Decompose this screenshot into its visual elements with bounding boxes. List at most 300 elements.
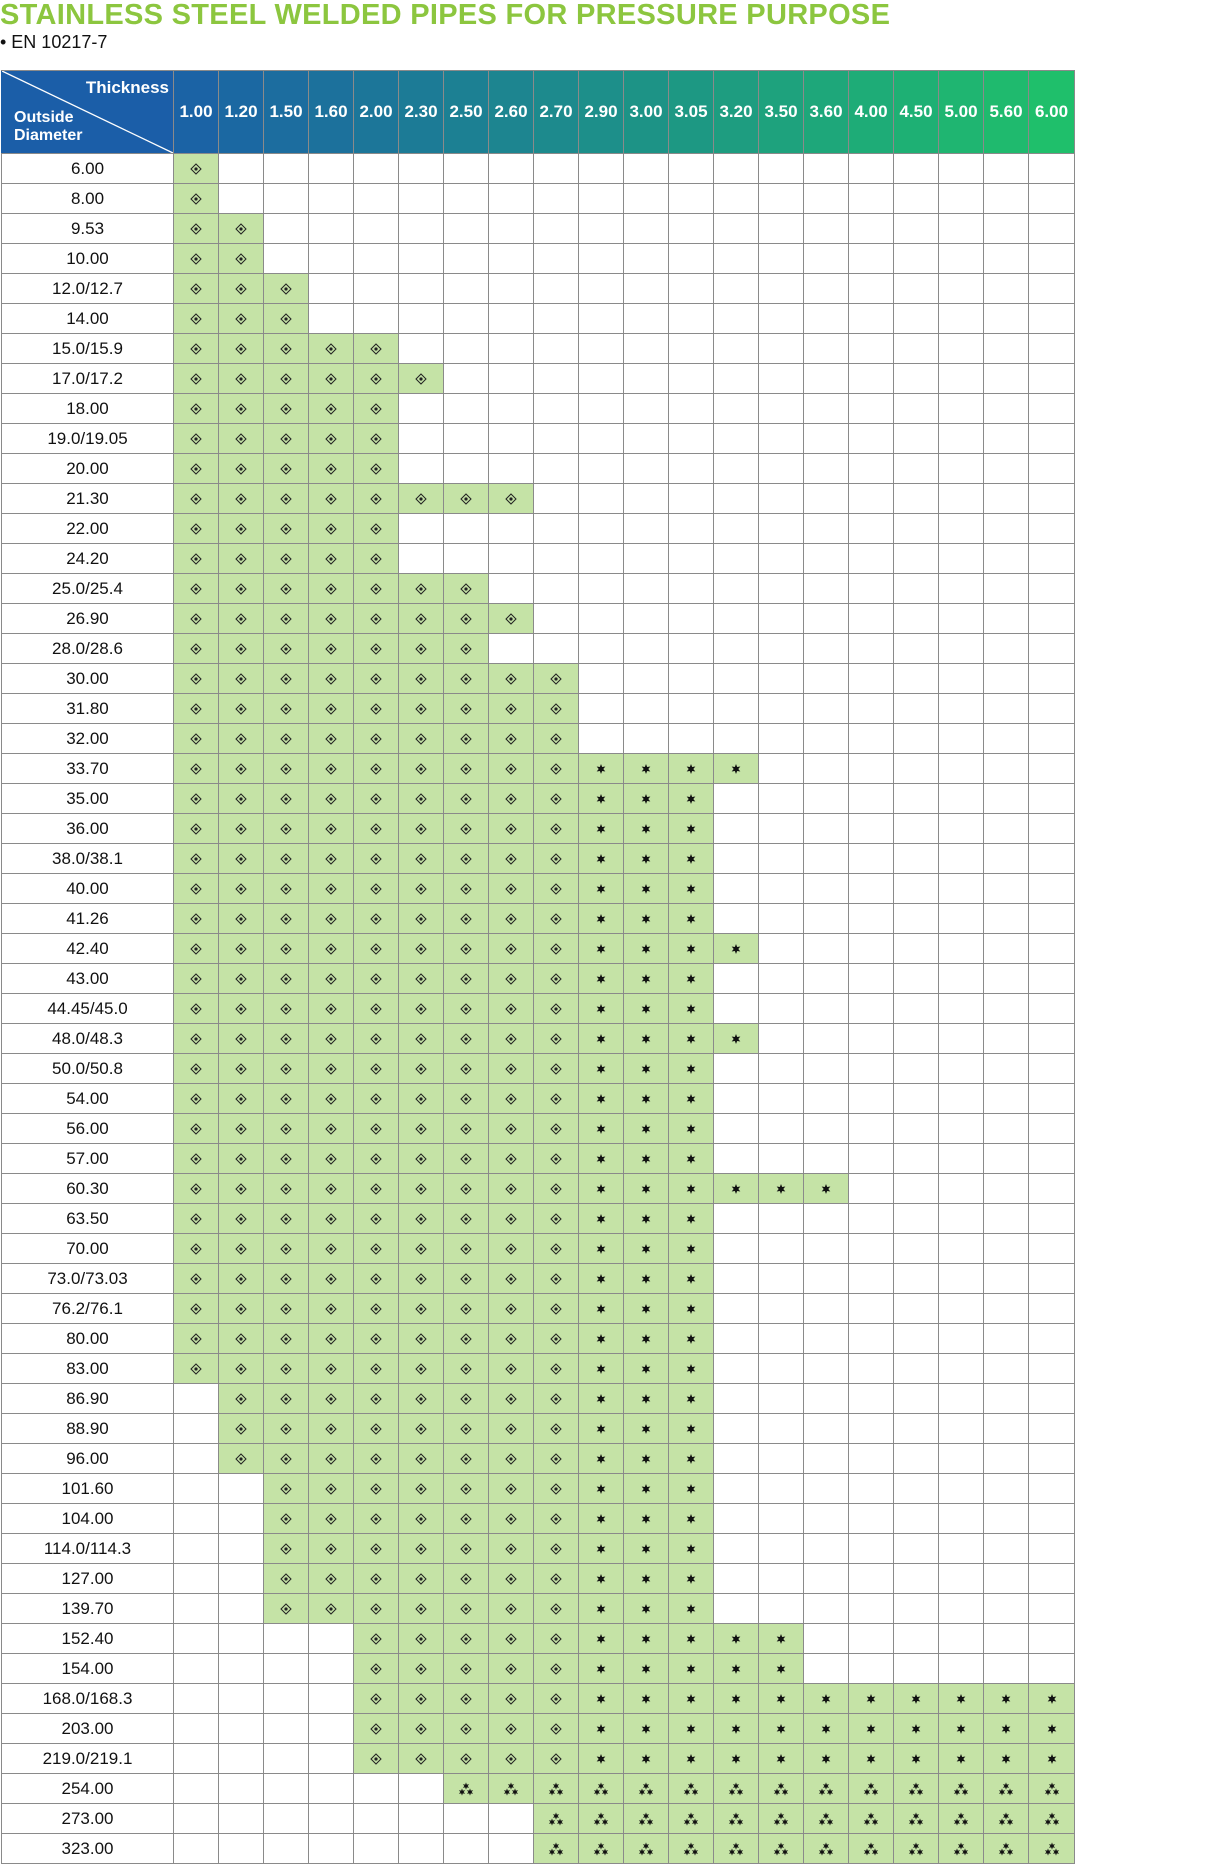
- triple-star-icon: [818, 1782, 834, 1796]
- empty-size-cell: [1029, 1264, 1075, 1294]
- diamond-dot-icon: [280, 793, 292, 805]
- available-size-cell: [849, 1744, 894, 1774]
- thickness-col-4.50: 4.50: [894, 71, 939, 154]
- available-size-cell: [264, 754, 309, 784]
- empty-size-cell: [849, 1234, 894, 1264]
- outside-diameter-cell: 101.60: [2, 1474, 174, 1504]
- empty-size-cell: [1029, 724, 1075, 754]
- diamond-dot-icon: [460, 1243, 472, 1255]
- diamond-dot-icon: [550, 1633, 562, 1645]
- available-size-cell: [849, 1684, 894, 1714]
- diamond-dot-icon: [325, 913, 337, 925]
- empty-size-cell: [1029, 1084, 1075, 1114]
- available-size-cell: [534, 1474, 579, 1504]
- available-size-cell: [534, 664, 579, 694]
- diamond-dot-icon: [550, 1603, 562, 1615]
- available-size-cell: [849, 1714, 894, 1744]
- table-row: [2, 1234, 1075, 1264]
- available-size-cell: [579, 904, 624, 934]
- empty-size-cell: [849, 1594, 894, 1624]
- empty-size-cell: [579, 514, 624, 544]
- available-size-cell: [399, 1504, 444, 1534]
- empty-size-cell: [399, 424, 444, 454]
- empty-size-cell: [984, 184, 1029, 214]
- available-size-cell: [669, 1174, 714, 1204]
- empty-size-cell: [849, 454, 894, 484]
- diamond-dot-icon: [325, 523, 337, 535]
- available-size-cell: [219, 454, 264, 484]
- diamond-dot-icon: [235, 1423, 247, 1435]
- available-size-cell: [219, 784, 264, 814]
- diamond-dot-icon: [190, 643, 202, 655]
- available-size-cell: [489, 754, 534, 784]
- diamond-dot-icon: [370, 1573, 382, 1585]
- diamond-dot-icon: [370, 1093, 382, 1105]
- thickness-col-2.30: 2.30: [399, 71, 444, 154]
- diamond-dot-icon: [505, 1243, 517, 1255]
- empty-size-cell: [714, 1474, 759, 1504]
- empty-size-cell: [759, 214, 804, 244]
- diamond-dot-icon: [235, 1153, 247, 1165]
- empty-size-cell: [714, 994, 759, 1024]
- diamond-dot-icon: [190, 1273, 202, 1285]
- empty-size-cell: [804, 634, 849, 664]
- diamond-dot-icon: [325, 643, 337, 655]
- available-size-cell: [984, 1834, 1029, 1864]
- empty-size-cell: [489, 214, 534, 244]
- diamond-dot-icon: [190, 463, 202, 475]
- star-icon: [685, 1123, 697, 1135]
- available-size-cell: [264, 1324, 309, 1354]
- empty-size-cell: [939, 484, 984, 514]
- available-size-cell: [579, 1234, 624, 1264]
- diamond-dot-icon: [325, 1243, 337, 1255]
- diamond-dot-icon: [370, 1123, 382, 1135]
- empty-size-cell: [939, 844, 984, 874]
- diamond-dot-icon: [370, 1153, 382, 1165]
- empty-size-cell: [624, 694, 669, 724]
- table-row: [2, 964, 1075, 994]
- diamond-dot-icon: [415, 1663, 427, 1675]
- star-icon: [730, 1663, 742, 1675]
- empty-size-cell: [1029, 1324, 1075, 1354]
- empty-size-cell: [624, 334, 669, 364]
- diamond-dot-icon: [370, 1333, 382, 1345]
- empty-size-cell: [759, 1204, 804, 1234]
- table-row: [2, 1144, 1075, 1174]
- thickness-col-6.00: 6.00: [1029, 71, 1075, 154]
- star-icon: [865, 1693, 877, 1705]
- available-size-cell: [579, 1384, 624, 1414]
- empty-size-cell: [489, 244, 534, 274]
- star-icon: [595, 913, 607, 925]
- available-size-cell: [354, 1474, 399, 1504]
- available-size-cell: [669, 1324, 714, 1354]
- diamond-dot-icon: [460, 613, 472, 625]
- available-size-cell: [894, 1804, 939, 1834]
- empty-size-cell: [939, 1144, 984, 1174]
- available-size-cell: [579, 1714, 624, 1744]
- empty-size-cell: [1029, 934, 1075, 964]
- empty-size-cell: [849, 1354, 894, 1384]
- empty-size-cell: [849, 1564, 894, 1594]
- star-icon: [640, 1243, 652, 1255]
- available-size-cell: [174, 1174, 219, 1204]
- available-size-cell: [264, 934, 309, 964]
- triple-star-icon: [953, 1782, 969, 1796]
- triple-star-icon: [593, 1782, 609, 1796]
- available-size-cell: [354, 844, 399, 874]
- available-size-cell: [714, 1774, 759, 1804]
- diamond-dot-icon: [190, 1303, 202, 1315]
- diamond-dot-icon: [460, 823, 472, 835]
- star-icon: [1046, 1723, 1058, 1735]
- star-icon: [685, 823, 697, 835]
- available-size-cell: [219, 364, 264, 394]
- diamond-dot-icon: [325, 583, 337, 595]
- available-size-cell: [399, 1324, 444, 1354]
- outside-diameter-cell: 42.40: [2, 934, 174, 964]
- outside-diameter-cell: 50.0/50.8: [2, 1054, 174, 1084]
- diamond-dot-icon: [415, 1213, 427, 1225]
- available-size-cell: [264, 574, 309, 604]
- diamond-dot-icon: [460, 793, 472, 805]
- empty-size-cell: [894, 244, 939, 274]
- empty-size-cell: [939, 154, 984, 184]
- empty-size-cell: [354, 274, 399, 304]
- empty-size-cell: [624, 574, 669, 604]
- empty-size-cell: [759, 1024, 804, 1054]
- diamond-dot-icon: [325, 1453, 337, 1465]
- star-icon: [685, 1543, 697, 1555]
- empty-size-cell: [534, 514, 579, 544]
- empty-size-cell: [849, 1024, 894, 1054]
- available-size-cell: [174, 304, 219, 334]
- empty-size-cell: [579, 184, 624, 214]
- diamond-dot-icon: [280, 1483, 292, 1495]
- available-size-cell: [309, 1594, 354, 1624]
- available-size-cell: [399, 1594, 444, 1624]
- empty-size-cell: [534, 364, 579, 394]
- table-row: [2, 154, 1075, 184]
- available-size-cell: [444, 1144, 489, 1174]
- star-icon: [1000, 1693, 1012, 1705]
- outside-diameter-cell: 80.00: [2, 1324, 174, 1354]
- diamond-dot-icon: [370, 1243, 382, 1255]
- diamond-dot-icon: [370, 913, 382, 925]
- empty-size-cell: [939, 874, 984, 904]
- empty-size-cell: [1029, 424, 1075, 454]
- empty-size-cell: [579, 484, 624, 514]
- available-size-cell: [714, 754, 759, 784]
- diamond-dot-icon: [505, 1363, 517, 1375]
- available-size-cell: [399, 1204, 444, 1234]
- empty-size-cell: [804, 274, 849, 304]
- empty-size-cell: [174, 1624, 219, 1654]
- star-icon: [685, 1033, 697, 1045]
- available-size-cell: [624, 1744, 669, 1774]
- triple-star-icon: [683, 1782, 699, 1796]
- empty-size-cell: [669, 154, 714, 184]
- empty-size-cell: [759, 904, 804, 934]
- outside-diameter-cell: 104.00: [2, 1504, 174, 1534]
- available-size-cell: [1029, 1684, 1075, 1714]
- diamond-dot-icon: [235, 283, 247, 295]
- star-icon: [685, 1423, 697, 1435]
- empty-size-cell: [849, 1324, 894, 1354]
- available-size-cell: [264, 484, 309, 514]
- empty-size-cell: [759, 1324, 804, 1354]
- available-size-cell: [714, 1624, 759, 1654]
- empty-size-cell: [759, 784, 804, 814]
- diamond-dot-icon: [235, 433, 247, 445]
- available-size-cell: [534, 1714, 579, 1744]
- available-size-cell: [354, 1444, 399, 1474]
- empty-size-cell: [264, 1804, 309, 1834]
- available-size-cell: [624, 934, 669, 964]
- available-size-cell: [399, 874, 444, 904]
- empty-size-cell: [669, 214, 714, 244]
- available-size-cell: [399, 754, 444, 784]
- diamond-dot-icon: [460, 1603, 472, 1615]
- empty-size-cell: [1029, 364, 1075, 394]
- table-row: [2, 1414, 1075, 1444]
- empty-size-cell: [1029, 484, 1075, 514]
- diamond-dot-icon: [460, 1303, 472, 1315]
- available-size-cell: [264, 724, 309, 754]
- star-icon: [685, 1483, 697, 1495]
- available-size-cell: [984, 1774, 1029, 1804]
- available-size-cell: [264, 964, 309, 994]
- empty-size-cell: [1029, 1204, 1075, 1234]
- empty-size-cell: [399, 154, 444, 184]
- empty-size-cell: [849, 244, 894, 274]
- empty-size-cell: [534, 454, 579, 484]
- available-size-cell: [579, 874, 624, 904]
- diamond-dot-icon: [235, 373, 247, 385]
- available-size-cell: [534, 1774, 579, 1804]
- available-size-cell: [354, 1114, 399, 1144]
- empty-size-cell: [264, 1684, 309, 1714]
- outside-diameter-cell: 273.00: [2, 1804, 174, 1834]
- diamond-dot-icon: [460, 673, 472, 685]
- empty-size-cell: [849, 1204, 894, 1234]
- diamond-dot-icon: [370, 673, 382, 685]
- diamond-dot-icon: [370, 1453, 382, 1465]
- outside-diameter-cell: 10.00: [2, 244, 174, 274]
- empty-size-cell: [714, 634, 759, 664]
- empty-size-cell: [849, 1264, 894, 1294]
- empty-size-cell: [534, 274, 579, 304]
- star-icon: [640, 1513, 652, 1525]
- diamond-dot-icon: [235, 1033, 247, 1045]
- diamond-dot-icon: [325, 343, 337, 355]
- diamond-dot-icon: [370, 553, 382, 565]
- empty-size-cell: [939, 1654, 984, 1684]
- empty-size-cell: [219, 1624, 264, 1654]
- empty-size-cell: [624, 214, 669, 244]
- diamond-dot-icon: [235, 613, 247, 625]
- empty-size-cell: [489, 394, 534, 424]
- star-icon: [865, 1723, 877, 1735]
- outside-diameter-cell: 15.0/15.9: [2, 334, 174, 364]
- empty-size-cell: [894, 544, 939, 574]
- available-size-cell: [444, 1114, 489, 1144]
- empty-size-cell: [489, 634, 534, 664]
- available-size-cell: [939, 1744, 984, 1774]
- available-size-cell: [534, 1144, 579, 1174]
- star-icon: [685, 1723, 697, 1735]
- available-size-cell: [624, 814, 669, 844]
- available-size-cell: [354, 904, 399, 934]
- star-icon: [820, 1723, 832, 1735]
- star-icon: [685, 763, 697, 775]
- available-size-cell: [444, 1024, 489, 1054]
- empty-size-cell: [624, 244, 669, 274]
- available-size-cell: [444, 664, 489, 694]
- empty-size-cell: [849, 1084, 894, 1114]
- table-row: [2, 244, 1075, 274]
- table-row: [2, 454, 1075, 484]
- diamond-dot-icon: [370, 493, 382, 505]
- empty-size-cell: [804, 724, 849, 754]
- empty-size-cell: [759, 964, 804, 994]
- empty-size-cell: [849, 394, 894, 424]
- available-size-cell: [714, 1654, 759, 1684]
- diamond-dot-icon: [190, 283, 202, 295]
- diamond-dot-icon: [415, 733, 427, 745]
- star-icon: [685, 973, 697, 985]
- outside-diameter-cell: 154.00: [2, 1654, 174, 1684]
- available-size-cell: [354, 1354, 399, 1384]
- table-row: [2, 1114, 1075, 1144]
- empty-size-cell: [804, 1024, 849, 1054]
- empty-size-cell: [849, 724, 894, 754]
- empty-size-cell: [1029, 394, 1075, 424]
- empty-size-cell: [759, 1504, 804, 1534]
- available-size-cell: [309, 484, 354, 514]
- available-size-cell: [399, 814, 444, 844]
- available-size-cell: [264, 784, 309, 814]
- available-size-cell: [219, 274, 264, 304]
- empty-size-cell: [714, 394, 759, 424]
- diamond-dot-icon: [415, 883, 427, 895]
- outside-diameter-cell: 22.00: [2, 514, 174, 544]
- available-size-cell: [624, 1684, 669, 1714]
- available-size-cell: [264, 1594, 309, 1624]
- empty-size-cell: [984, 1414, 1029, 1444]
- available-size-cell: [534, 1504, 579, 1534]
- available-size-cell: [174, 1024, 219, 1054]
- available-size-cell: [219, 934, 264, 964]
- star-icon: [730, 943, 742, 955]
- star-icon: [595, 1543, 607, 1555]
- empty-size-cell: [894, 214, 939, 244]
- available-size-cell: [354, 1564, 399, 1594]
- available-size-cell: [534, 1594, 579, 1624]
- diamond-dot-icon: [415, 1243, 427, 1255]
- diamond-dot-icon: [190, 763, 202, 775]
- available-size-cell: [264, 1054, 309, 1084]
- empty-size-cell: [759, 1414, 804, 1444]
- empty-size-cell: [714, 904, 759, 934]
- empty-size-cell: [174, 1414, 219, 1444]
- diamond-dot-icon: [325, 763, 337, 775]
- available-size-cell: [399, 1234, 444, 1264]
- empty-size-cell: [939, 334, 984, 364]
- star-icon: [640, 1483, 652, 1495]
- available-size-cell: [354, 1084, 399, 1114]
- empty-size-cell: [759, 1054, 804, 1084]
- empty-size-cell: [714, 1504, 759, 1534]
- available-size-cell: [489, 1654, 534, 1684]
- empty-size-cell: [939, 814, 984, 844]
- available-size-cell: [489, 814, 534, 844]
- available-size-cell: [534, 1264, 579, 1294]
- available-size-cell: [354, 1684, 399, 1714]
- diamond-dot-icon: [325, 1003, 337, 1015]
- star-icon: [775, 1663, 787, 1675]
- available-size-cell: [174, 904, 219, 934]
- available-size-cell: [354, 1594, 399, 1624]
- star-icon: [595, 1213, 607, 1225]
- triple-star-icon: [863, 1842, 879, 1856]
- diamond-dot-icon: [280, 1303, 292, 1315]
- diamond-dot-icon: [550, 1333, 562, 1345]
- diamond-dot-icon: [550, 1693, 562, 1705]
- diamond-dot-icon: [190, 973, 202, 985]
- empty-size-cell: [669, 334, 714, 364]
- available-size-cell: [444, 1444, 489, 1474]
- diamond-dot-icon: [235, 493, 247, 505]
- empty-size-cell: [939, 574, 984, 604]
- empty-size-cell: [804, 604, 849, 634]
- triple-star-icon: [593, 1842, 609, 1856]
- thickness-col-2.50: 2.50: [444, 71, 489, 154]
- available-size-cell: [534, 1054, 579, 1084]
- thickness-col-1.00: 1.00: [174, 71, 219, 154]
- available-size-cell: [489, 1024, 534, 1054]
- diamond-dot-icon: [550, 1543, 562, 1555]
- diamond-dot-icon: [280, 883, 292, 895]
- diamond-dot-icon: [415, 1603, 427, 1615]
- empty-size-cell: [399, 1834, 444, 1864]
- diamond-dot-icon: [370, 1723, 382, 1735]
- triple-star-icon: [458, 1782, 474, 1796]
- triple-star-icon: [728, 1842, 744, 1856]
- diamond-dot-icon: [235, 1303, 247, 1315]
- empty-size-cell: [759, 934, 804, 964]
- available-size-cell: [174, 394, 219, 424]
- available-size-cell: [354, 754, 399, 784]
- empty-size-cell: [624, 274, 669, 304]
- empty-size-cell: [894, 1324, 939, 1354]
- empty-size-cell: [894, 154, 939, 184]
- available-size-cell: [579, 1114, 624, 1144]
- empty-size-cell: [444, 274, 489, 304]
- triple-star-icon: [863, 1782, 879, 1796]
- diamond-dot-icon: [370, 943, 382, 955]
- triple-star-icon: [548, 1812, 564, 1826]
- diamond-dot-icon: [505, 493, 517, 505]
- empty-size-cell: [939, 784, 984, 814]
- available-size-cell: [219, 1204, 264, 1234]
- empty-size-cell: [939, 244, 984, 274]
- diamond-dot-icon: [190, 1213, 202, 1225]
- empty-size-cell: [309, 184, 354, 214]
- empty-size-cell: [939, 604, 984, 634]
- diamond-dot-icon: [235, 703, 247, 715]
